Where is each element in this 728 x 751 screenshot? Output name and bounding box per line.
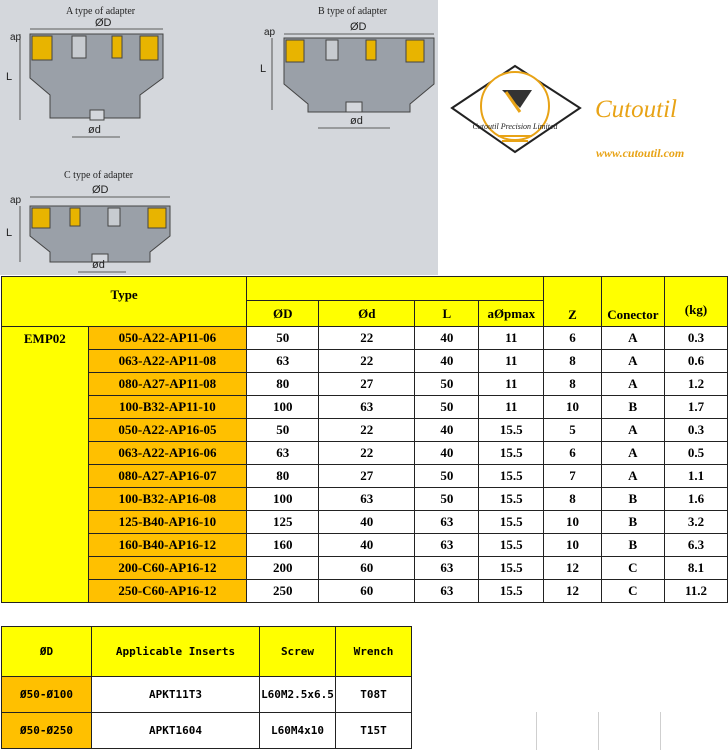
cell-ap: 15.5 <box>479 534 544 557</box>
model-code: 050-A22-AP11-06 <box>88 327 247 350</box>
model-code: 050-A22-AP16-05 <box>88 419 247 442</box>
cell-z: 7 <box>544 465 602 488</box>
cell-l: 50 <box>415 465 479 488</box>
spec-row <box>2 580 728 603</box>
brand-url: www.cutoutil.com <box>596 146 685 160</box>
cell-l: 63 <box>415 557 479 580</box>
cell-l: 63 <box>415 534 479 557</box>
inserts-table <box>1 626 412 749</box>
cell-kg: 1.6 <box>664 488 727 511</box>
cell-conector: B <box>601 534 664 557</box>
cell-ap: 11 <box>479 373 544 396</box>
cell-wrench: T08T <box>336 677 412 713</box>
cell-kg: 11.2 <box>664 580 727 603</box>
cell-z: 12 <box>544 557 602 580</box>
a-ap-label: ap <box>10 32 22 43</box>
ins-header-screw: Screw <box>260 627 336 677</box>
cell-d: 40 <box>319 511 415 534</box>
cell-ap: 15.5 <box>479 511 544 534</box>
cell-l: 40 <box>415 442 479 465</box>
b-l-label: L <box>260 63 267 75</box>
cell-l: 40 <box>415 419 479 442</box>
cell-od: 250 <box>247 580 319 603</box>
cell-kg: 1.1 <box>664 465 727 488</box>
cell-kg: 0.3 <box>664 327 727 350</box>
spec-row <box>2 350 728 373</box>
cell-conector: A <box>601 419 664 442</box>
spec-row <box>2 419 728 442</box>
cell-insert: APKT1604 <box>92 713 260 749</box>
cell-z: 12 <box>544 580 602 603</box>
cell-d: 63 <box>319 488 415 511</box>
cell-d: 60 <box>319 580 415 603</box>
adapter-drawings <box>0 0 438 275</box>
cell-d: 22 <box>319 442 415 465</box>
insert-row <box>2 677 412 713</box>
a-id-label: ød <box>88 124 101 136</box>
cell-conector: A <box>601 350 664 373</box>
cell-l: 50 <box>415 488 479 511</box>
grid-line <box>660 712 661 750</box>
cell-insert: APKT11T3 <box>92 677 260 713</box>
logo-emblem <box>440 60 590 160</box>
grid-line <box>536 712 537 750</box>
spec-row <box>2 488 728 511</box>
type-header: Type <box>2 277 247 327</box>
cell-od: 50 <box>247 419 319 442</box>
spec-row <box>2 442 728 465</box>
cell-range: Ø50-Ø250 <box>2 713 92 749</box>
a-type-title: A type of adapter <box>66 6 136 17</box>
cell-conector: B <box>601 511 664 534</box>
cell-conector: C <box>601 580 664 603</box>
series-label: EMP02 <box>2 327 89 603</box>
cell-od: 100 <box>247 488 319 511</box>
model-code: 250-C60-AP16-12 <box>88 580 247 603</box>
ins-header-od: ØD <box>2 627 92 677</box>
cell-conector: A <box>601 327 664 350</box>
insert-row <box>2 713 412 749</box>
cell-conector: C <box>601 557 664 580</box>
spec-row <box>2 465 728 488</box>
cell-z: 5 <box>544 419 602 442</box>
cell-kg: 6.3 <box>664 534 727 557</box>
cell-screw: L60M2.5x6.5 <box>260 677 336 713</box>
logo-circle-text: Cutoutil Precision Limited <box>472 122 558 131</box>
b-od-label: ØD <box>350 21 367 33</box>
cell-ap: 11 <box>479 327 544 350</box>
cell-d: 22 <box>319 350 415 373</box>
header-conector: Conector <box>601 277 664 327</box>
cell-conector: A <box>601 373 664 396</box>
cell-kg: 1.2 <box>664 373 727 396</box>
cell-ap: 15.5 <box>479 488 544 511</box>
cell-od: 200 <box>247 557 319 580</box>
cell-od: 50 <box>247 327 319 350</box>
c-od-label: ØD <box>92 184 109 196</box>
cell-l: 63 <box>415 580 479 603</box>
c-type-title: C type of adapter <box>64 170 134 181</box>
header-od: ØD <box>247 301 319 327</box>
cell-l: 63 <box>415 511 479 534</box>
c-l-label: L <box>6 227 13 239</box>
cell-conector: A <box>601 442 664 465</box>
cell-z: 8 <box>544 350 602 373</box>
cell-d: 27 <box>319 465 415 488</box>
adapter-diagram <box>0 0 438 275</box>
cell-range: Ø50-Ø100 <box>2 677 92 713</box>
cell-conector: B <box>601 396 664 419</box>
grid-line <box>598 712 599 750</box>
header-ap: aØpmax <box>479 301 544 327</box>
cell-ap: 15.5 <box>479 442 544 465</box>
cell-z: 8 <box>544 373 602 396</box>
b-type-title: B type of adapter <box>318 6 388 17</box>
header-kg: (kg) <box>664 277 727 327</box>
cell-kg: 1.7 <box>664 396 727 419</box>
cell-od: 125 <box>247 511 319 534</box>
spec-row <box>2 396 728 419</box>
cell-z: 10 <box>544 511 602 534</box>
cell-kg: 3.2 <box>664 511 727 534</box>
cell-ap: 15.5 <box>479 580 544 603</box>
cell-z: 10 <box>544 396 602 419</box>
cell-d: 60 <box>319 557 415 580</box>
spec-row <box>2 557 728 580</box>
cell-l: 50 <box>415 396 479 419</box>
cell-l: 40 <box>415 350 479 373</box>
cell-od: 80 <box>247 373 319 396</box>
cell-od: 100 <box>247 396 319 419</box>
cell-ap: 15.5 <box>479 557 544 580</box>
cell-screw: L60M4x10 <box>260 713 336 749</box>
b-ap-label: ap <box>264 27 276 38</box>
cell-kg: 0.6 <box>664 350 727 373</box>
cell-wrench: T15T <box>336 713 412 749</box>
model-code: 160-B40-AP16-12 <box>88 534 247 557</box>
model-code: 100-B32-AP16-08 <box>88 488 247 511</box>
cell-ap: 15.5 <box>479 465 544 488</box>
cell-d: 27 <box>319 373 415 396</box>
cell-kg: 0.5 <box>664 442 727 465</box>
cell-l: 40 <box>415 327 479 350</box>
cell-d: 22 <box>319 327 415 350</box>
cell-od: 63 <box>247 442 319 465</box>
model-code: 100-B32-AP11-10 <box>88 396 247 419</box>
model-code: 063-A22-AP16-06 <box>88 442 247 465</box>
c-id-label: ød <box>92 259 105 271</box>
cell-od: 63 <box>247 350 319 373</box>
header-l: L <box>415 301 479 327</box>
cell-conector: A <box>601 465 664 488</box>
b-id-label: ød <box>350 115 363 127</box>
cell-kg: 8.1 <box>664 557 727 580</box>
cell-d: 63 <box>319 396 415 419</box>
cell-d: 40 <box>319 534 415 557</box>
cell-z: 6 <box>544 442 602 465</box>
brand-name: Cutoutil <box>595 96 677 123</box>
model-code: 200-C60-AP16-12 <box>88 557 247 580</box>
spec-row <box>2 511 728 534</box>
spec-row <box>2 534 728 557</box>
cell-ap: 15.5 <box>479 419 544 442</box>
cell-l: 50 <box>415 373 479 396</box>
company-logo <box>440 60 728 180</box>
header-z: Z <box>544 277 602 327</box>
a-od-label: ØD <box>95 17 112 29</box>
spec-row <box>2 327 728 350</box>
ins-header-wrench: Wrench <box>336 627 412 677</box>
model-code: 063-A22-AP11-08 <box>88 350 247 373</box>
ins-header-inserts: Applicable Inserts <box>92 627 260 677</box>
cell-conector: B <box>601 488 664 511</box>
cell-z: 6 <box>544 327 602 350</box>
cell-od: 160 <box>247 534 319 557</box>
cell-kg: 0.3 <box>664 419 727 442</box>
cell-z: 8 <box>544 488 602 511</box>
spec-row <box>2 373 728 396</box>
model-code: 125-B40-AP16-10 <box>88 511 247 534</box>
header-d: Ød <box>319 301 415 327</box>
model-code: 080-A27-AP16-07 <box>88 465 247 488</box>
spec-table <box>1 276 728 603</box>
model-code: 080-A27-AP11-08 <box>88 373 247 396</box>
cell-ap: 11 <box>479 396 544 419</box>
cell-ap: 11 <box>479 350 544 373</box>
a-l-label: L <box>6 71 13 83</box>
cell-d: 22 <box>319 419 415 442</box>
c-ap-label: ap <box>10 195 22 206</box>
cell-od: 80 <box>247 465 319 488</box>
cell-z: 10 <box>544 534 602 557</box>
